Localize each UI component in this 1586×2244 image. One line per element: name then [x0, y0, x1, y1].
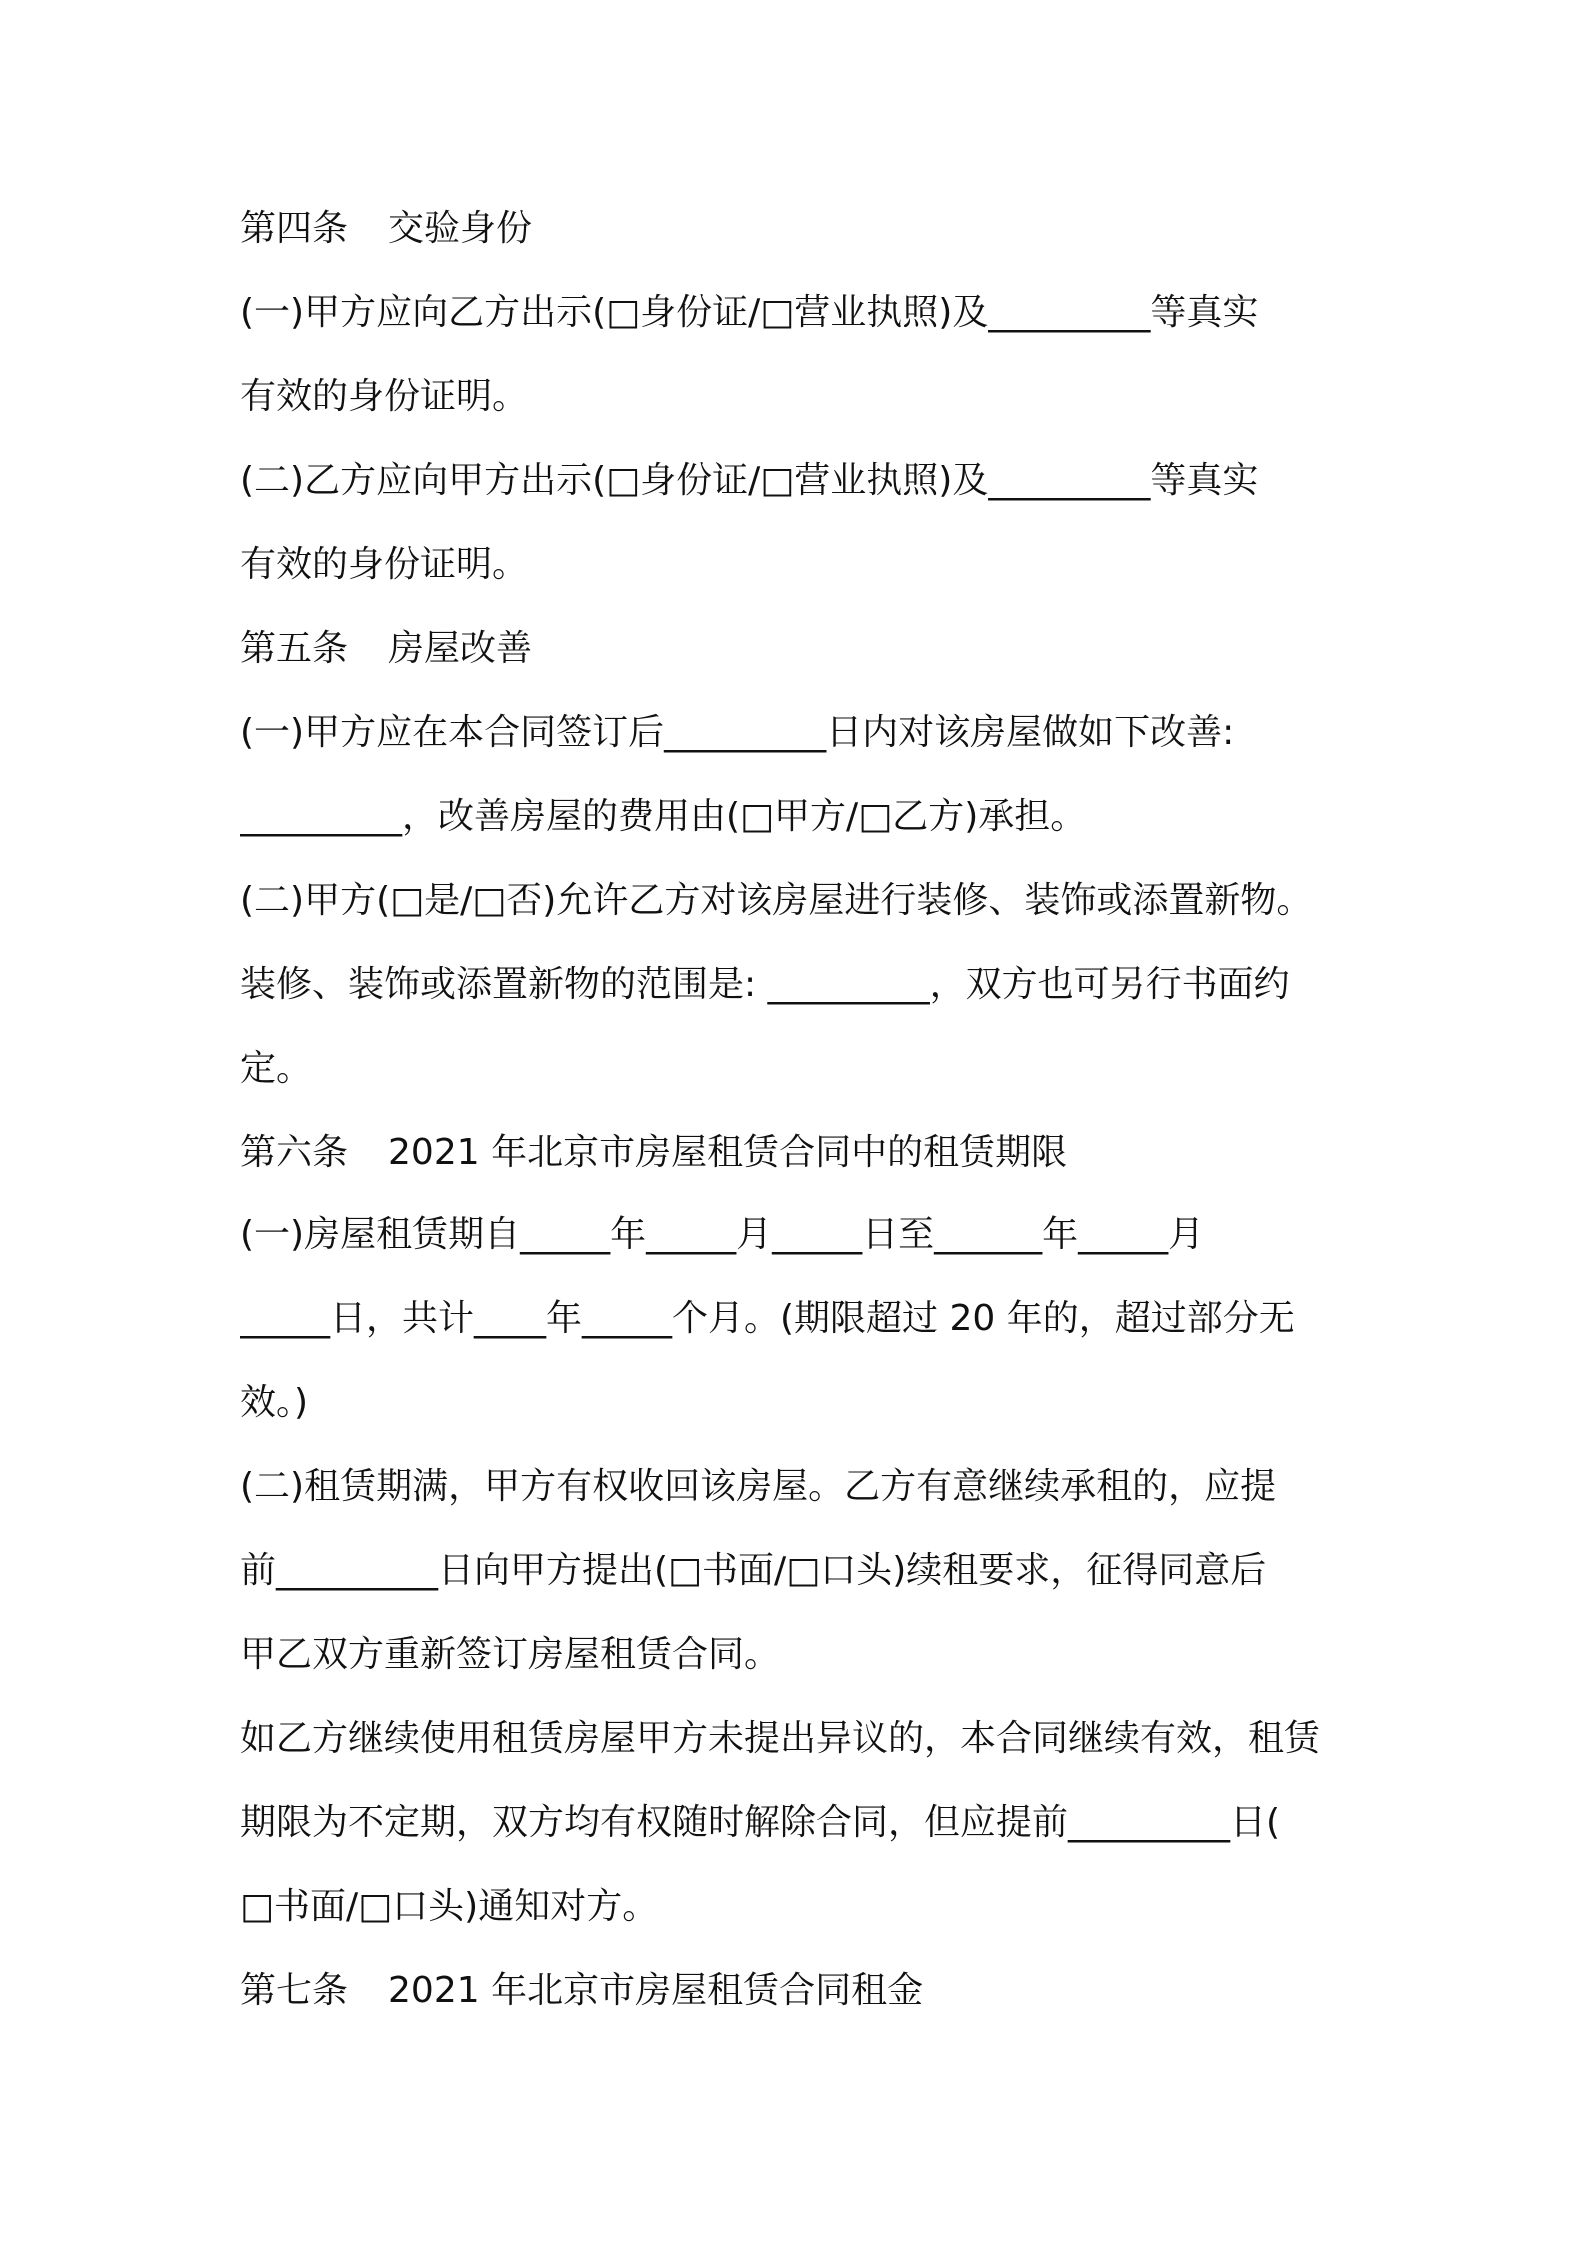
paragraph-line: 效。) — [240, 1382, 309, 1423]
article-title: 交验身份 — [388, 208, 533, 249]
paragraph-line: (一)甲方应向乙方出示(□身份证/□营业执照)及_________等真实 — [240, 292, 1259, 333]
article-title: 2021 年北京市房屋租赁合同中的租赁期限 — [388, 1132, 1068, 1173]
paragraph-line: 定。 — [240, 1048, 313, 1089]
paragraph-line: (二)甲方(□是/□否)允许乙方对该房屋进行装修、装饰或添置新物。 — [240, 880, 1313, 921]
paragraph-line: 有效的身份证明。 — [240, 376, 529, 417]
paragraph-line: _________，改善房屋的费用由(□甲方/□乙方)承担。 — [240, 796, 1087, 837]
paragraph-line: (二)乙方应向甲方出示(□身份证/□营业执照)及_________等真实 — [240, 460, 1259, 501]
paragraph-line: 有效的身份证明。 — [240, 544, 529, 585]
paragraph-line: _____日，共计____年_____个月。(期限超过 20 年的，超过部分无 — [240, 1298, 1295, 1339]
article-5-heading — [240, 623, 1360, 675]
paragraph-line: 期限为不定期，双方均有权随时解除合同，但应提前_________日( — [240, 1802, 1281, 1843]
paragraph-line: 甲乙双方重新签订房屋租赁合同。 — [240, 1634, 781, 1675]
paragraph-line: 如乙方继续使用租赁房屋甲方未提出异议的，本合同继续有效，租赁 — [240, 1718, 1321, 1759]
article-label: 第七条 — [240, 1970, 349, 2011]
article-4-heading — [240, 203, 1360, 255]
paragraph-line: 装修、装饰或添置新物的范围是: _________，双方也可另行书面约 — [240, 964, 1290, 1005]
article-label: 第五条 — [240, 628, 349, 669]
paragraph-line: (二)租赁期满，甲方有权收回该房屋。乙方有意继续承租的，应提 — [240, 1466, 1277, 1507]
article-6-heading — [240, 1127, 1360, 1179]
article-title: 房屋改善 — [388, 628, 533, 669]
article-7-heading — [240, 1965, 1360, 2017]
article-label: 第四条 — [240, 208, 349, 249]
article-title: 2021 年北京市房屋租赁合同租金 — [388, 1970, 924, 2011]
paragraph-line: (一)甲方应在本合同签订后_________日内对该房屋做如下改善: — [240, 712, 1235, 753]
article-label: 第六条 — [240, 1132, 349, 1173]
paragraph-line: 前_________日向甲方提出(□书面/□口头)续租要求，征得同意后 — [240, 1550, 1267, 1591]
paragraph-line: □书面/□口头)通知对方。 — [240, 1886, 659, 1927]
paragraph-line: (一)房屋租赁期自_____年_____月_____日至______年_____月 — [240, 1214, 1205, 1255]
